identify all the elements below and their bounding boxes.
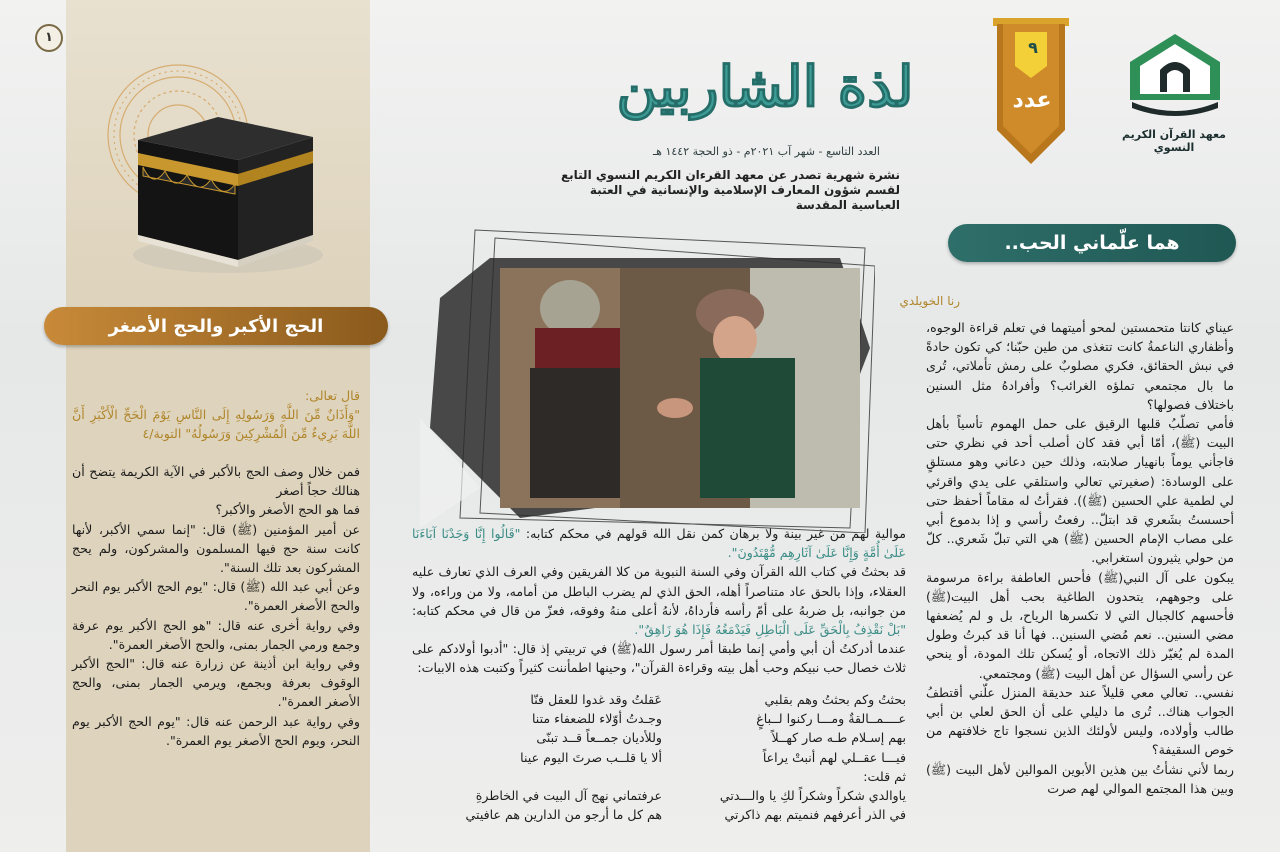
page-number: ١	[35, 24, 63, 52]
hajj-paragraph: وفي رواية ابن أذينة عن زرارة عنه قال: "الحج الأكبر الوقوف بعرفة وبجمع، ويرمي الجمار بمنى، والحج الأصغر العمرة".	[72, 656, 360, 710]
issue-number: ٩	[1028, 38, 1038, 57]
hajj-paragraph: وفي رواية عبد الرحمن عنه قال: "يوم الحج الأكبر يوم النحر، ويوم الحج الأصغر يوم العمرة".	[72, 713, 360, 748]
love-section-title: هما علّماني الحب..	[948, 224, 1236, 262]
newsletter-subtitle: نشرة شهرية تصدر عن معهد القرءان الكريم النسوي التابع لقسم شؤون المعارف الإسلامية والإنسانية في العتبة العباسية المقدسة	[560, 168, 900, 212]
love-paragraph: يبكون على آل النبي(ﷺ) فأحس العاطفة براءة مرسومة على وجوههم، يتحدون الطاغية بحب أهل البيت(ﷺ) فأحسهم كالجبال التي لا تكسرها الرياح، بل و لم يُضعفها مضي السنين.. نعم مُضي السنين.. فها أنا قد كبرتُ وطول المدة لم يُغيّر ذلك الاتجاه، أو يُسكن تلك المودة، أو ينحي عن رأسي السؤال عن أهل البيت (ﷺ) ومجتمعي.	[926, 569, 1234, 681]
elderly-couple-photo	[420, 228, 875, 533]
hajj-paragraph: فمن خلال وصف الحج بالأكبر في الآية الكريمة يتضح أن هنالك حجاً أصغر	[72, 464, 360, 499]
poem-line: ثم قلت:	[863, 768, 906, 784]
kaaba-illustration	[98, 55, 328, 285]
institute-name: معهد القرآن الكريم النسوي	[1121, 128, 1226, 154]
issue-info: العدد التاسع - شهر آب ٢٠٢١م - ذو الحجة ١٤٤٢ هـ	[652, 145, 880, 158]
title-text: لذة الشاربين	[616, 54, 914, 120]
hajj-paragraph: وفي رواية أخرى عنه قال: "هو الحج الأكبر يوم عرفة وجمع ورمي الجمار بمنى، والحج الأصغر العمرة".	[72, 617, 360, 652]
middle-paragraph-3: عندما أدركتُ أن أبي وأمي إنما طبقا أمر رسول الله(ﷺ) في تربيتي إذ قال: "أدبوا أولادكم على ثلاث خصال حب نبيكم وحب أهل بيته وقراءة القرآن"، وحينها اطمأننت كثيراً وكتبت هذه الابيات:	[412, 641, 906, 676]
poem-line: عــــمــالقةٌ ومـــا ركنوا لــباغٍ	[756, 711, 906, 727]
poem-line: ياوالدي شكراً وشكراً لكِ يا والـــدتي	[719, 788, 906, 804]
issue-word: عدد	[1012, 88, 1052, 113]
poem-line: في الذر أعرفهم فنميتم بهم ذاكرتي	[724, 807, 906, 823]
love-paragraph: نفسي.. تعالي معي قليلاً عند حديقة المنزل علّني أقتطفُ الجواب هناك.. تُرى ما دليلي على أن الحق لعلي بن أبي طالب وأولاده، وليس لأولئك الذين نسجوا تاج خلافتهم من خوص السقيفة؟	[926, 684, 1234, 758]
middle-p1-text: موالية لهم من غير بينة ولا برهان كمن نقل الله قولهم في محكم كتابه:	[520, 526, 906, 541]
poem-line: ألا يا قلــب صرتَ اليوم عينا	[520, 749, 662, 765]
poem-line: هم كل ما أرجو من الدارين هم عافيتي	[465, 807, 662, 823]
poem-left-column	[412, 690, 662, 824]
poem-line: فيـــا عقــلي لهم أنبتْ يراعاً	[762, 749, 906, 765]
hajj-section-title: الحج الأكبر والحج الأصغر	[44, 307, 388, 345]
love-paragraph: فأمي تصلّبُ قلبها الرقيق على حمل الهموم تأسياً بأهل البيت (ﷺ)، أمّا أبي فقد كان أصلب أحد في نظري حتى فاجأني يوماً بانهيار صلابته، وذلك حين دعاني وهو مستلقٍ على الوسادة: (صغيرتي تعالي واستلقي على يدي واقرئي لي لطمية علي الحسين (ﷺ)). فقرأتُ له مقاماً أحفظ حتى أحسستُ بشَعري قد ابتلّ.. رفعتُ رأسي و إذا بدموع أبي على مصاب الإمام الحسين (ﷺ) هي التي تبلّ شَعري.. كلّ من حولي يثيرون استغرابي.	[926, 416, 1234, 566]
middle-paragraph-2	[412, 562, 906, 639]
hajj-body	[72, 462, 360, 750]
article-author: رنا الخويلدي	[899, 294, 960, 308]
newsletter-title	[615, 28, 915, 138]
love-body	[926, 318, 1234, 798]
middle-paragraph-1	[412, 524, 906, 562]
hajj-intro: قال تعالى:	[304, 388, 360, 403]
hajj-paragraph: فما هو الحج الأصغر والأكبر؟	[215, 502, 360, 518]
institute-logo	[1120, 32, 1230, 120]
poem-line: عَقلتُ وقد غدوا للعقل فنّا	[530, 692, 662, 707]
middle-body	[412, 524, 906, 678]
love-paragraph: عيناي كانتا متحمستين لمحو أميتهما في تعلم قراءة الوجوه، وأظفاري الناعمةُ كانت تتغذى من طين حبّنا؛ كي تكون حادةً في نبش الحقائق، فكري مصلوبٌ على رمش تأملاتي، تُرى ما بال مجتمعي تملؤه الغرائب؟ وأفرادهُ مثل السنين باختلاف فصولها؟	[926, 320, 1234, 412]
hajj-paragraph: وعن أبي عبد الله (ﷺ) قال: "يوم الحج الأكبر يوم النحر والحج الأصغر العمرة".	[72, 579, 360, 614]
middle-p1-verse: "قَالُوا إِنَّا وَجَدْنَا آبَاءَنَا عَلَىٰ أُمَّةٍ وَإِنَّا عَلَىٰ آثَارِهِم مُّهْتَدُونَ".	[412, 526, 906, 561]
poem-right-column	[670, 690, 906, 824]
poem-line: عرفتماني نهج آل البيت في الخاطرةِ	[475, 787, 662, 803]
hajj-verse: "وَأَذَانٌ مِّنَ اللَّهِ وَرَسُولِهِ إِلَى النَّاسِ يَوْمَ الْحَجِّ الْأَكْبَرِ أَنَّ اللَّهَ بَرِيءٌ مِّنَ الْمُشْرِكِينَ وَرَسُولُهُ" التوبة/٤	[72, 407, 360, 442]
middle-p2-verse: "بَلْ نَقْذِفُ بِالْحَقِّ عَلَى الْبَاطِلِ فَيَدْمَغُهُ فَإِذَا هُوَ زَاهِقٌ".	[634, 622, 906, 638]
poem-line: وللأديان جمــعاً قــد تبنّى	[536, 730, 662, 746]
middle-p2-text: قد بحثتُ في كتاب الله القرآن وفي السنة النبوية من كلا الفريقين وفي العرف الذي تعارف عليه العقلاء، وإذا بالحق عاد متناصراً أهله، الحق الذي لم يضرب الباطل من أمامه، ولا من وراءه، ولا من جوانبه، بل ضربهُ على أمّ رأسه فأرداهُ، لأنهُ أعلى منهُ وفوقه، فعزّ من قال في محكم كتابه:	[412, 564, 906, 618]
poem-line	[412, 767, 662, 786]
hajj-paragraph: عن أمير المؤمنين (ﷺ) قال: "إنما سمي الأكبر، لأنها كانت سنة حج فيها المسلمون والمشركون، ولم يحج المشركون بعد تلك السنة".	[72, 521, 360, 576]
poem-line: بحثتُ وكم بحثتُ وهم بقلبي	[764, 692, 906, 707]
love-paragraph: ربما لأني نشأتُ بين هذين الأبوين الموالين لأهل البيت (ﷺ) وبين هذا المجتمع الموالي لهم صرت	[926, 761, 1234, 796]
hajj-intro-block	[72, 386, 360, 444]
poem-line: وجـدتُ أوّلاء للضعفاء متنا	[531, 711, 662, 727]
poem-line: بهم إسـلام طـه صار كهــلاً	[771, 730, 906, 746]
